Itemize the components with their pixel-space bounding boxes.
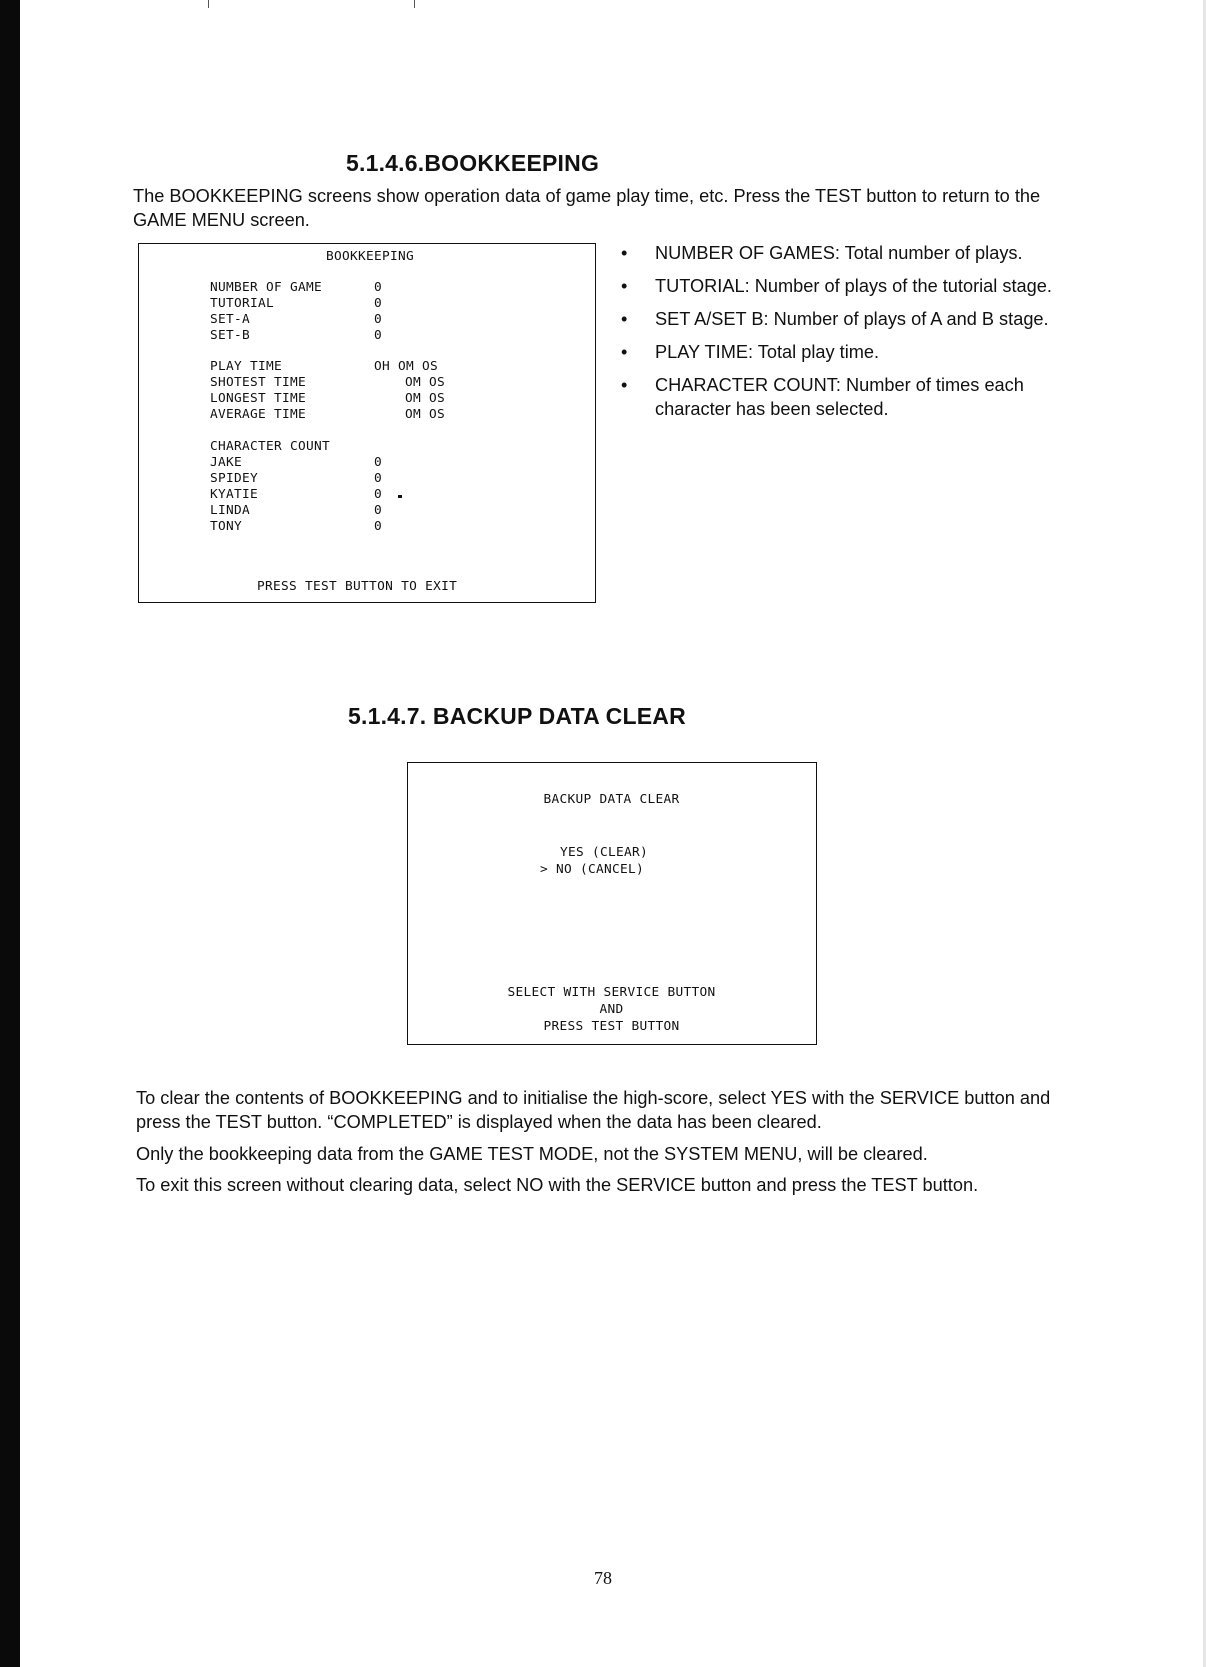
screen-heading: BOOKKEEPING xyxy=(326,249,415,264)
instruction-line: SELECT WITH SERVICE BUTTON xyxy=(507,985,716,1000)
backup-data-clear-screen xyxy=(407,762,817,1045)
screen-footer: PRESS TEST BUTTON TO EXIT xyxy=(257,579,458,594)
bullet-text: PLAY TIME: Total play time. xyxy=(655,342,880,362)
time-label: AVERAGE TIME xyxy=(210,407,307,422)
count-value: 0 xyxy=(374,328,383,343)
backup-paragraph: To exit this screen without clearing data, select NO with the SERVICE button and press the TEST button. xyxy=(136,1175,979,1195)
character-label: JAKE xyxy=(210,455,243,470)
count-value: 0 xyxy=(374,280,383,295)
section-title-bookkeeping: 5.1.4.6.BOOKKEEPING xyxy=(346,150,600,176)
option-no: > NO (CANCEL) xyxy=(540,862,645,877)
character-value: 0 xyxy=(374,487,383,502)
character-value: 0 xyxy=(374,471,383,486)
time-label: PLAY TIME xyxy=(210,359,283,374)
character-label: KYATIE xyxy=(210,487,259,502)
time-label: SHOTEST TIME xyxy=(210,375,307,390)
scan-speck xyxy=(398,495,402,498)
scan-mark xyxy=(208,0,209,8)
character-value: 0 xyxy=(374,503,383,518)
count-label: SET-A xyxy=(210,312,251,327)
bullet-dot-icon: • xyxy=(621,243,628,263)
scan-mark xyxy=(414,0,415,8)
bullet-text: TUTORIAL: Number of plays of the tutorial stage. xyxy=(655,276,1052,296)
list-item xyxy=(617,373,1087,421)
bullet-dot-icon: • xyxy=(621,309,628,329)
list-item xyxy=(617,307,1087,331)
time-value: OM OS xyxy=(405,375,446,390)
bullet-text: NUMBER OF GAMES: Total number of plays. xyxy=(655,243,1023,263)
page-number: 78 xyxy=(594,1568,612,1588)
time-value: OM OS xyxy=(405,407,446,422)
scan-left-border xyxy=(0,0,20,1667)
time-value: OH OM OS xyxy=(374,359,439,374)
option-yes: YES (CLEAR) xyxy=(560,845,649,860)
character-value: 0 xyxy=(374,455,383,470)
bullet-dot-icon: • xyxy=(621,342,628,362)
list-item xyxy=(617,274,1087,298)
count-label: SET-B xyxy=(210,328,251,343)
character-count-heading: CHARACTER COUNT xyxy=(210,439,331,454)
list-item xyxy=(617,340,1087,364)
bullet-dot-icon: • xyxy=(621,276,628,296)
backup-paragraph: Only the bookkeeping data from the GAME TEST MODE, not the SYSTEM MENU, will be cleared. xyxy=(136,1144,928,1164)
bookkeeping-bullet-list xyxy=(617,241,1087,430)
bullet-text: SET A/SET B: Number of plays of A and B stage. xyxy=(655,309,1049,329)
bookkeeping-screen xyxy=(138,243,596,603)
time-label: LONGEST TIME xyxy=(210,391,307,406)
character-label: SPIDEY xyxy=(210,471,259,486)
bullet-dot-icon: • xyxy=(621,375,628,395)
list-item xyxy=(617,241,1087,265)
count-label: TUTORIAL xyxy=(210,296,275,311)
section-title-backup-data-clear: 5.1.4.7. BACKUP DATA CLEAR xyxy=(348,703,686,729)
instruction-line: AND xyxy=(599,1002,624,1017)
count-value: 0 xyxy=(374,312,383,327)
bullet-text: CHARACTER COUNT: Number of times each character has been selected. xyxy=(655,375,1024,419)
time-value: OM OS xyxy=(405,391,446,406)
character-label: TONY xyxy=(210,519,243,534)
instruction-line: PRESS TEST BUTTON xyxy=(543,1019,680,1034)
character-label: LINDA xyxy=(210,503,251,518)
backup-paragraph: To clear the contents of BOOKKEEPING and to initialise the high-score, select YES with the SERVICE button and press the TEST button. “COMPLETED” is displayed when the data has been cleared. xyxy=(136,1088,1051,1132)
count-value: 0 xyxy=(374,296,383,311)
character-value: 0 xyxy=(374,519,383,534)
screen-heading: BACKUP DATA CLEAR xyxy=(543,792,680,807)
count-label: NUMBER OF GAME xyxy=(210,280,323,295)
bookkeeping-intro: The BOOKKEEPING screens show operation data of game play time, etc. Press the TEST button to return to the GAME MENU screen. xyxy=(133,186,1041,230)
